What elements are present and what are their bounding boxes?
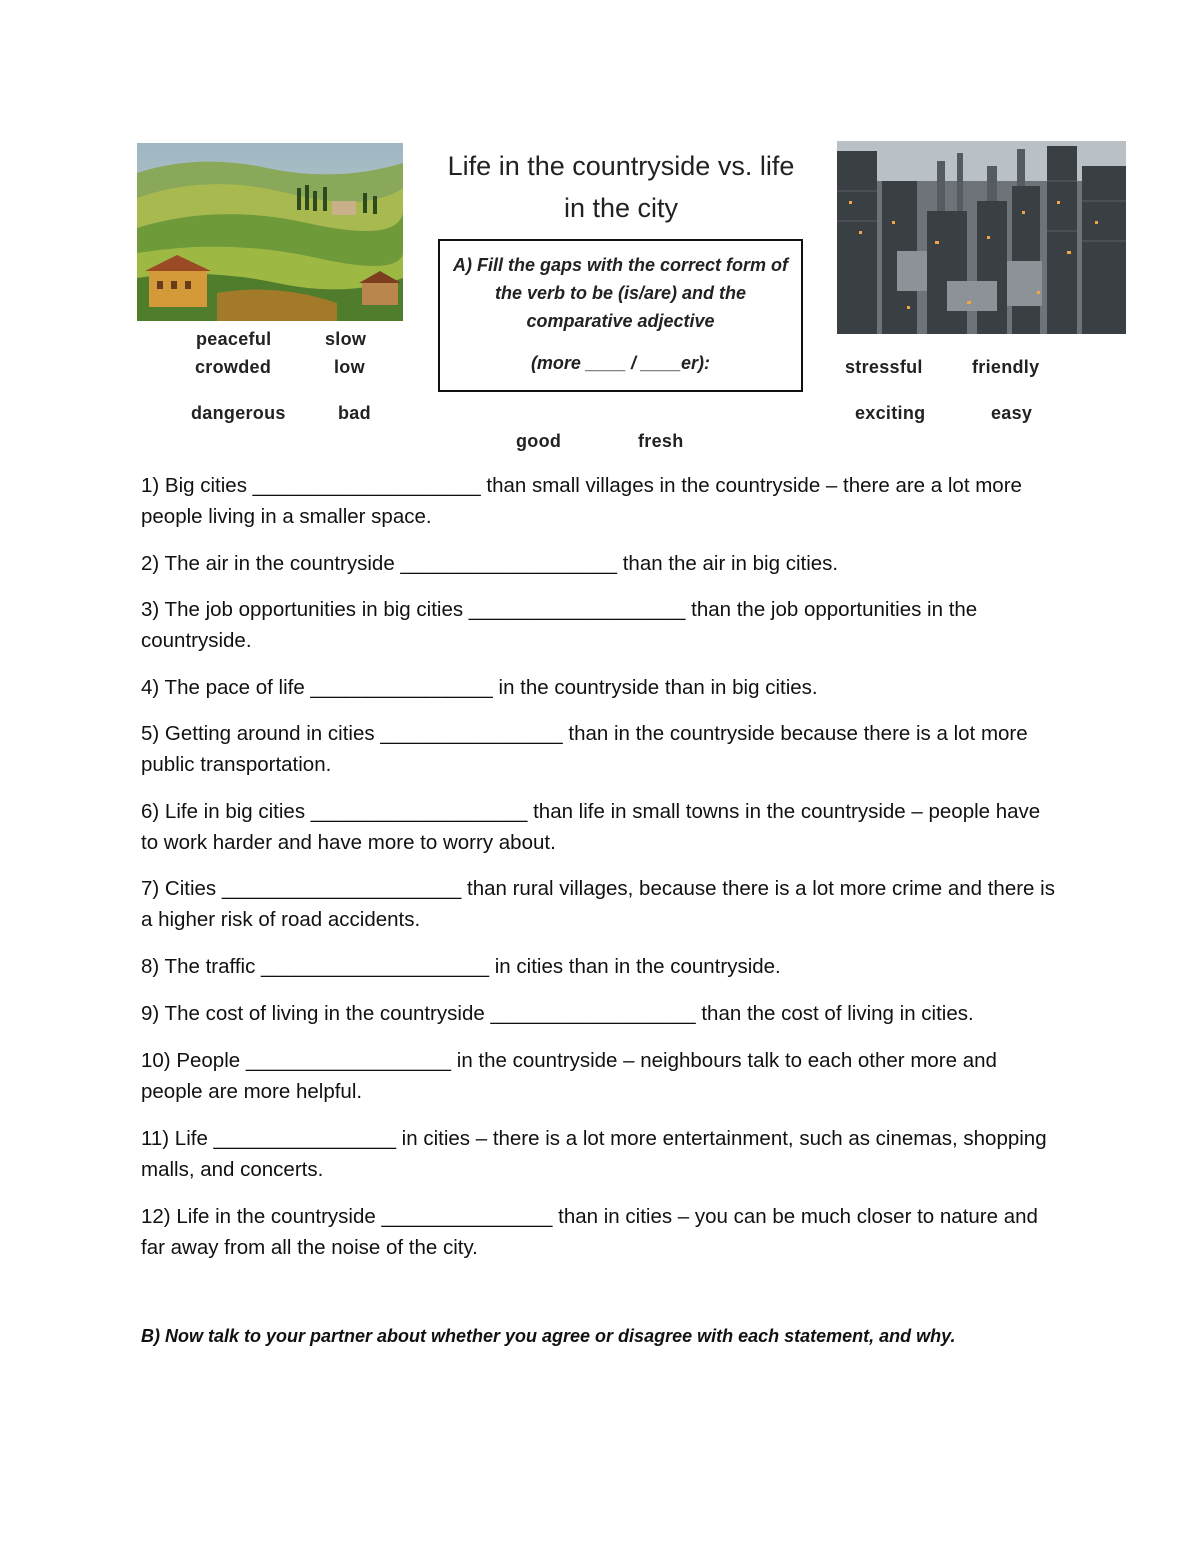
instruction-box xyxy=(438,239,803,392)
word-bank-item: dangerous xyxy=(191,403,286,423)
question-12: 12) Life in the countryside _______________ than in cities – you can be much closer to nature and far away from all the noise of the city. xyxy=(141,1205,1038,1259)
title-line-2: in the city xyxy=(563,193,679,223)
city-image xyxy=(837,141,1126,334)
question-7: 7) Cities _____________________ than rural villages, because there is a lot more crime and there is a higher risk of road accidents. xyxy=(141,877,1055,931)
instruction-text: A) Fill the gaps with the correct form of the verb to be (is/are) and the comparative adjective xyxy=(452,255,789,331)
word-bank-item: stressful xyxy=(845,357,923,377)
title-line-1: Life in the countryside vs. life xyxy=(447,151,795,181)
instruction-formula: (more ____ / ____er): xyxy=(530,353,711,373)
word-bank-item: peaceful xyxy=(196,329,272,349)
word-bank-item: low xyxy=(334,357,365,377)
question-10: 10) People __________________ in the countryside – neighbours talk to each other more and people are more helpful. xyxy=(141,1049,997,1103)
word-bank-item: slow xyxy=(325,329,367,349)
question-8: 8) The traffic ____________________ in cities than in the countryside. xyxy=(141,955,781,978)
word-bank-item: friendly xyxy=(972,357,1040,377)
word-bank-item: good xyxy=(516,431,562,451)
word-bank-item: bad xyxy=(338,403,371,423)
question-11: 11) Life ________________ in cities – there is a lot more entertainment, such as cinemas, shopping malls, and concerts. xyxy=(141,1127,1047,1181)
word-bank-item: crowded xyxy=(195,357,272,377)
page-title xyxy=(425,145,817,229)
question-4: 4) The pace of life ________________ in the countryside than in big cities. xyxy=(141,676,818,699)
word-bank-item: easy xyxy=(991,403,1033,423)
question-2: 2) The air in the countryside ___________________ than the air in big cities. xyxy=(141,552,839,575)
question-3: 3) The job opportunities in big cities ___________________ than the job opportunities in the countryside. xyxy=(141,598,978,652)
word-bank-item: exciting xyxy=(855,403,926,423)
word-bank-item: fresh xyxy=(638,431,684,451)
question-6: 6) Life in big cities ___________________ than life in small towns in the countryside – people have to work harder and have more to worry about. xyxy=(141,800,1041,854)
question-5: 5) Getting around in cities ________________ than in the countryside because there is a lot more public transportation. xyxy=(141,722,1028,776)
question-1: 1) Big cities ____________________ than small villages in the countryside – there are a lot more people living in a smaller space. xyxy=(141,474,1022,528)
question-9: 9) The cost of living in the countryside __________________ than the cost of living in cities. xyxy=(141,1002,974,1025)
part-b-instruction: B) Now talk to your partner about whether you agree or disagree with each statement, and why. xyxy=(141,1326,956,1346)
countryside-image xyxy=(137,143,403,321)
